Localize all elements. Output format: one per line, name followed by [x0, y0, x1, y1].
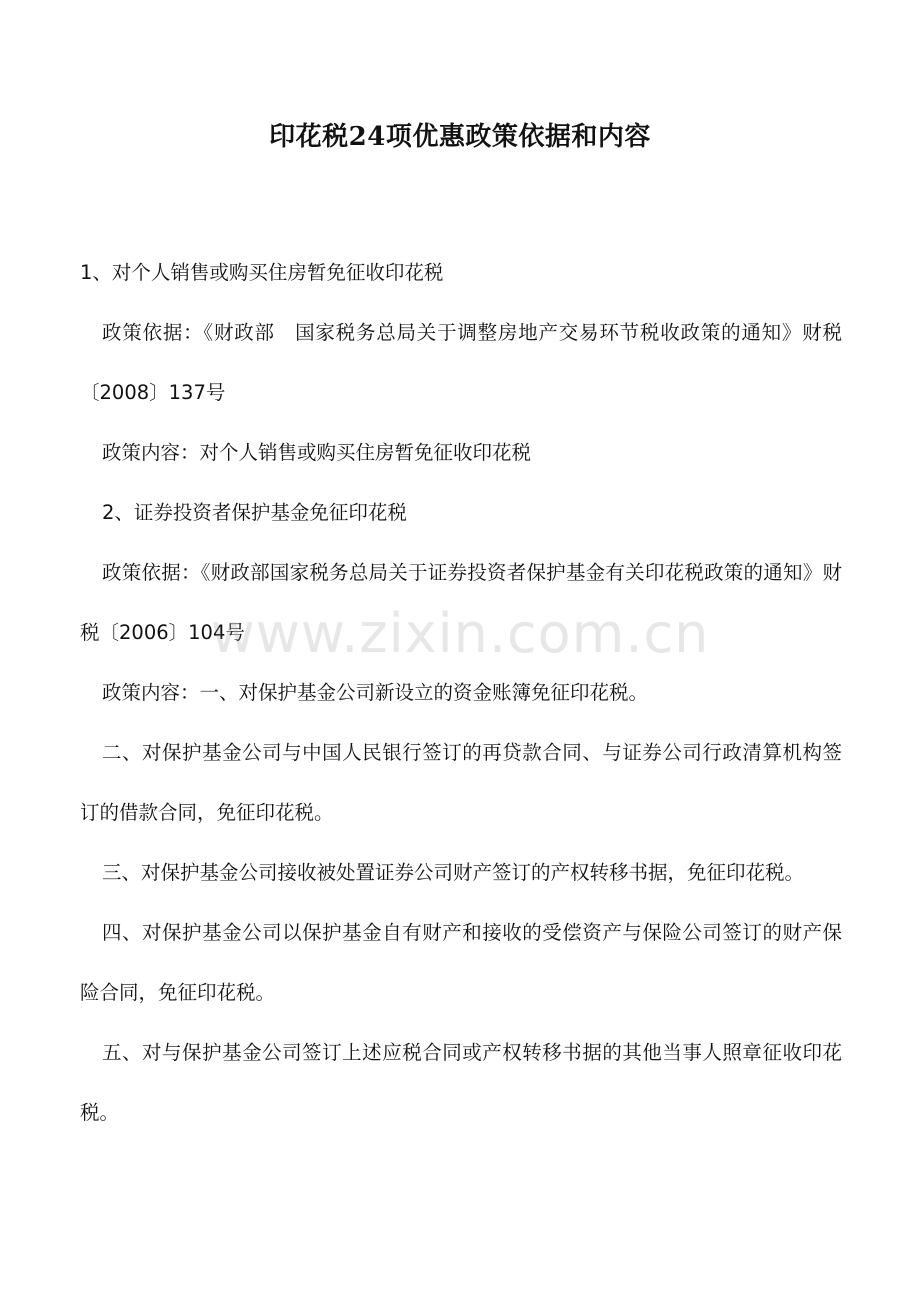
paragraph-clause-5: 五、对与保护基金公司签订上述应税合同或产权转移书据的其他当事人照章征收印花税。	[80, 1041, 842, 1124]
paragraph-clause-3: 三、对保护基金公司接收被处置证券公司财产签订的产权转移书据，免征印花税。	[102, 861, 805, 884]
paragraph-policy-basis-1: 政策依据：《财政部 国家税务总局关于调整房地产交易环节税收政策的通知》财税〔2008〕137号	[80, 321, 842, 404]
paragraph-item-1-heading: 1、对个人销售或购买住房暂免征收印花税	[80, 261, 444, 284]
watermark: www.zixin.com.cn	[210, 602, 710, 665]
document-title: 印花税24项优惠政策依据和内容	[269, 122, 651, 152]
document-body	[80, 243, 842, 1143]
paragraph-item-2-heading: 2、证券投资者保护基金免征印花税	[102, 501, 407, 524]
paragraph-policy-basis-2: 政策依据：《财政部国家税务总局关于证券投资者保护基金有关印花税政策的通知》财税〔2006〕104号	[80, 561, 842, 644]
paragraph-policy-content-1: 政策内容：对个人销售或购买住房暂免征收印花税	[102, 441, 532, 464]
paragraph-clause-4: 四、对保护基金公司以保护基金自有财产和接收的受偿资产与保险公司签订的财产保险合同，免征印花税。	[80, 921, 842, 1004]
paragraph-policy-content-2: 政策内容：一、对保护基金公司新设立的资金账簿免征印花税。	[102, 681, 649, 704]
paragraph-clause-2: 二、对保护基金公司与中国人民银行签订的再贷款合同、与证券公司行政清算机构签订的借款合同，免征印花税。	[80, 741, 842, 824]
